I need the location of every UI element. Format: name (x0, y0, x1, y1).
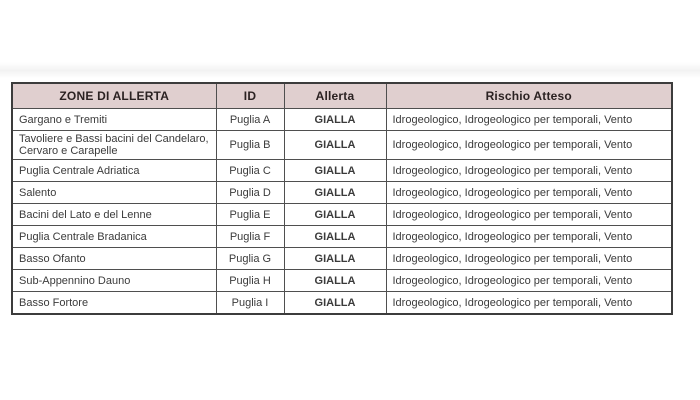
id-cell: Puglia C (216, 160, 284, 182)
column-header-id: ID (216, 83, 284, 109)
allerta-cell: GIALLA (284, 182, 386, 204)
rischio-cell: Idrogeologico, Idrogeologico per temporali, Vento (386, 182, 672, 204)
table-row (12, 248, 672, 270)
zone-cell: Tavoliere e Bassi bacini del Candelaro, Cervaro e Carapelle (12, 131, 216, 160)
id-cell: Puglia G (216, 248, 284, 270)
allerta-table (11, 82, 673, 315)
id-cell: Puglia F (216, 226, 284, 248)
allerta-cell: GIALLA (284, 248, 386, 270)
allerta-cell: GIALLA (284, 292, 386, 315)
table-row (12, 131, 672, 160)
allerta-cell: GIALLA (284, 160, 386, 182)
rischio-cell: Idrogeologico, Idrogeologico per temporali, Vento (386, 248, 672, 270)
zone-cell: Salento (12, 182, 216, 204)
id-cell: Puglia D (216, 182, 284, 204)
rischio-cell: Idrogeologico, Idrogeologico per temporali, Vento (386, 131, 672, 160)
zone-cell: Sub-Appennino Dauno (12, 270, 216, 292)
allerta-cell: GIALLA (284, 109, 386, 131)
allerta-cell: GIALLA (284, 226, 386, 248)
zone-cell: Puglia Centrale Adriatica (12, 160, 216, 182)
column-header-zone: ZONE DI ALLERTA (12, 83, 216, 109)
id-cell: Puglia I (216, 292, 284, 315)
column-header-allerta: Allerta (284, 83, 386, 109)
table-row (12, 204, 672, 226)
id-cell: Puglia A (216, 109, 284, 131)
rischio-cell: Idrogeologico, Idrogeologico per temporali, Vento (386, 226, 672, 248)
table-row (12, 270, 672, 292)
zone-cell: Puglia Centrale Bradanica (12, 226, 216, 248)
column-header-rischio: Rischio Atteso (386, 83, 672, 109)
table-row (12, 160, 672, 182)
zone-cell: Basso Fortore (12, 292, 216, 315)
rischio-cell: Idrogeologico, Idrogeologico per temporali, Vento (386, 292, 672, 315)
rischio-cell: Idrogeologico, Idrogeologico per temporali, Vento (386, 160, 672, 182)
table-row (12, 109, 672, 131)
zone-cell: Basso Ofanto (12, 248, 216, 270)
id-cell: Puglia H (216, 270, 284, 292)
table-row (12, 182, 672, 204)
allerta-cell: GIALLA (284, 131, 386, 160)
id-cell: Puglia B (216, 131, 284, 160)
zone-cell: Gargano e Tremiti (12, 109, 216, 131)
rischio-cell: Idrogeologico, Idrogeologico per temporali, Vento (386, 270, 672, 292)
zone-cell: Bacini del Lato e del Lenne (12, 204, 216, 226)
table-header-row (12, 83, 672, 109)
table-row (12, 292, 672, 315)
id-cell: Puglia E (216, 204, 284, 226)
allerta-cell: GIALLA (284, 270, 386, 292)
rischio-cell: Idrogeologico, Idrogeologico per temporali, Vento (386, 204, 672, 226)
allerta-cell: GIALLA (284, 204, 386, 226)
rischio-cell: Idrogeologico, Idrogeologico per temporali, Vento (386, 109, 672, 131)
page-top-shadow (0, 62, 700, 78)
table-row (12, 226, 672, 248)
